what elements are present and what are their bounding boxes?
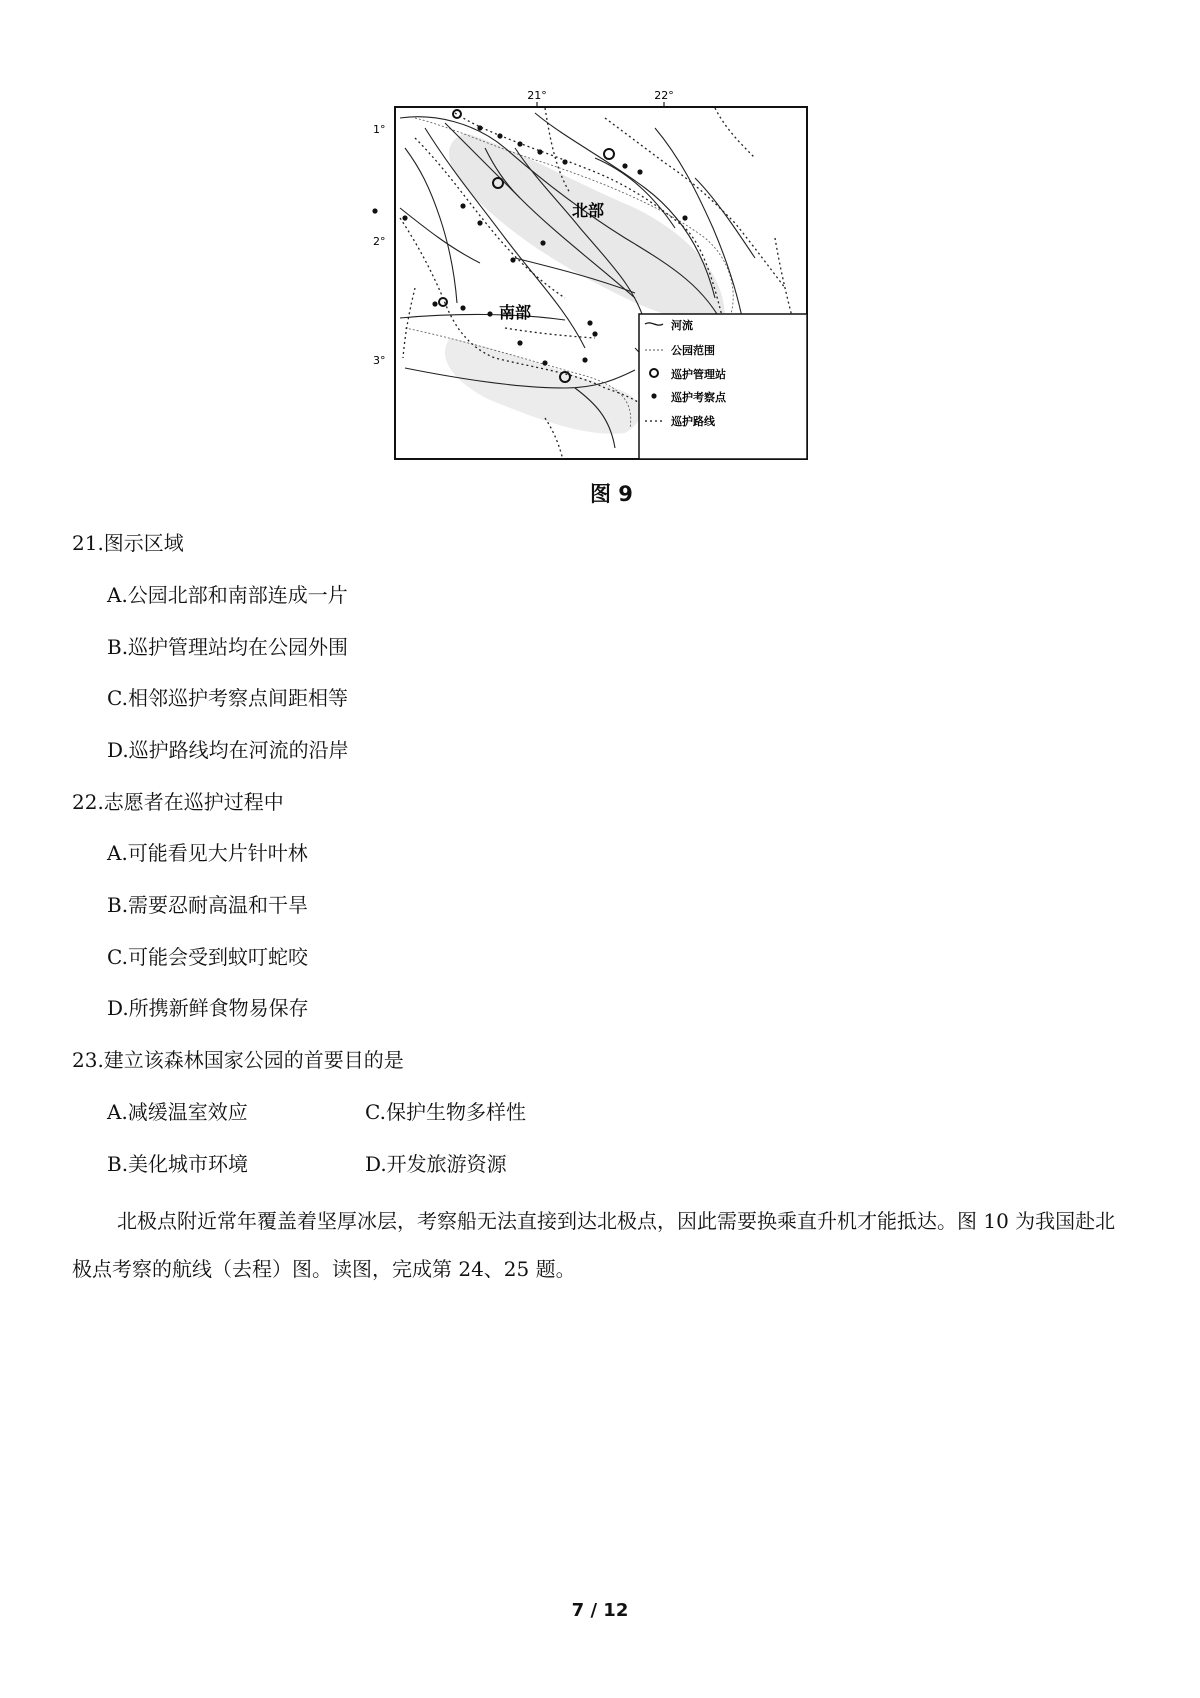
legend-patrol-route: 巡护路线 <box>671 415 715 428</box>
park-map <box>373 88 815 468</box>
question-21-option-a: A.公园北部和南部连成一片 <box>107 583 348 607</box>
question-21-option-d: D.巡护路线均在河流的沿岸 <box>107 738 349 762</box>
region-north-label: 北部 <box>572 201 605 220</box>
lon-label-22: 22° <box>654 89 674 102</box>
figure-caption: 图 9 <box>590 482 633 506</box>
question-22-option-a: A.可能看见大片针叶林 <box>107 841 308 865</box>
legend-river: 河流 <box>671 319 693 332</box>
lat-label-1: 1° <box>373 123 386 136</box>
region-south-label: 南部 <box>499 303 532 322</box>
question-21-option-c: C.相邻巡护考察点间距相等 <box>107 686 348 710</box>
reading-passage: 北极点附近常年覆盖着坚厚冰层，考察船无法直接到达北极点，因此需要换乘直升机才能抵达。图 10 为我国赴北极点考察的航线（去程）图。读图，完成第 24、25 题。 <box>72 1209 1116 1281</box>
legend-park-boundary: 公园范围 <box>671 344 715 357</box>
figure-9 <box>373 88 815 468</box>
question-22-option-d: D.所携新鲜食物易保存 <box>107 996 309 1020</box>
legend-patrol-station: 巡护管理站 <box>671 368 726 381</box>
legend-observation-point: 巡护考察点 <box>671 391 726 404</box>
question-22-option-c: C.可能会受到蚊叮蛇咬 <box>107 945 308 969</box>
map-legend <box>639 314 807 459</box>
question-23-stem: 23.建立该森林国家公园的首要目的是 <box>72 1048 404 1072</box>
question-23-option-a: A.减缓温室效应 <box>107 1100 248 1124</box>
question-22-option-b: B.需要忍耐高温和干旱 <box>107 893 309 917</box>
question-23-option-d: D.开发旅游资源 <box>365 1152 507 1176</box>
question-21-stem: 21.图示区域 <box>72 531 184 555</box>
question-23-option-c: C.保护生物多样性 <box>365 1100 526 1124</box>
lon-label-21: 21° <box>527 89 547 102</box>
lat-label-2: 2° <box>373 235 386 248</box>
lat-label-3: 3° <box>373 354 386 367</box>
question-22-stem: 22.志愿者在巡护过程中 <box>72 790 284 814</box>
question-23-option-b: B.美化城市环境 <box>107 1152 249 1176</box>
page-number: 7 / 12 <box>571 1600 629 1621</box>
question-21-option-b: B.巡护管理站均在公园外围 <box>107 635 349 659</box>
